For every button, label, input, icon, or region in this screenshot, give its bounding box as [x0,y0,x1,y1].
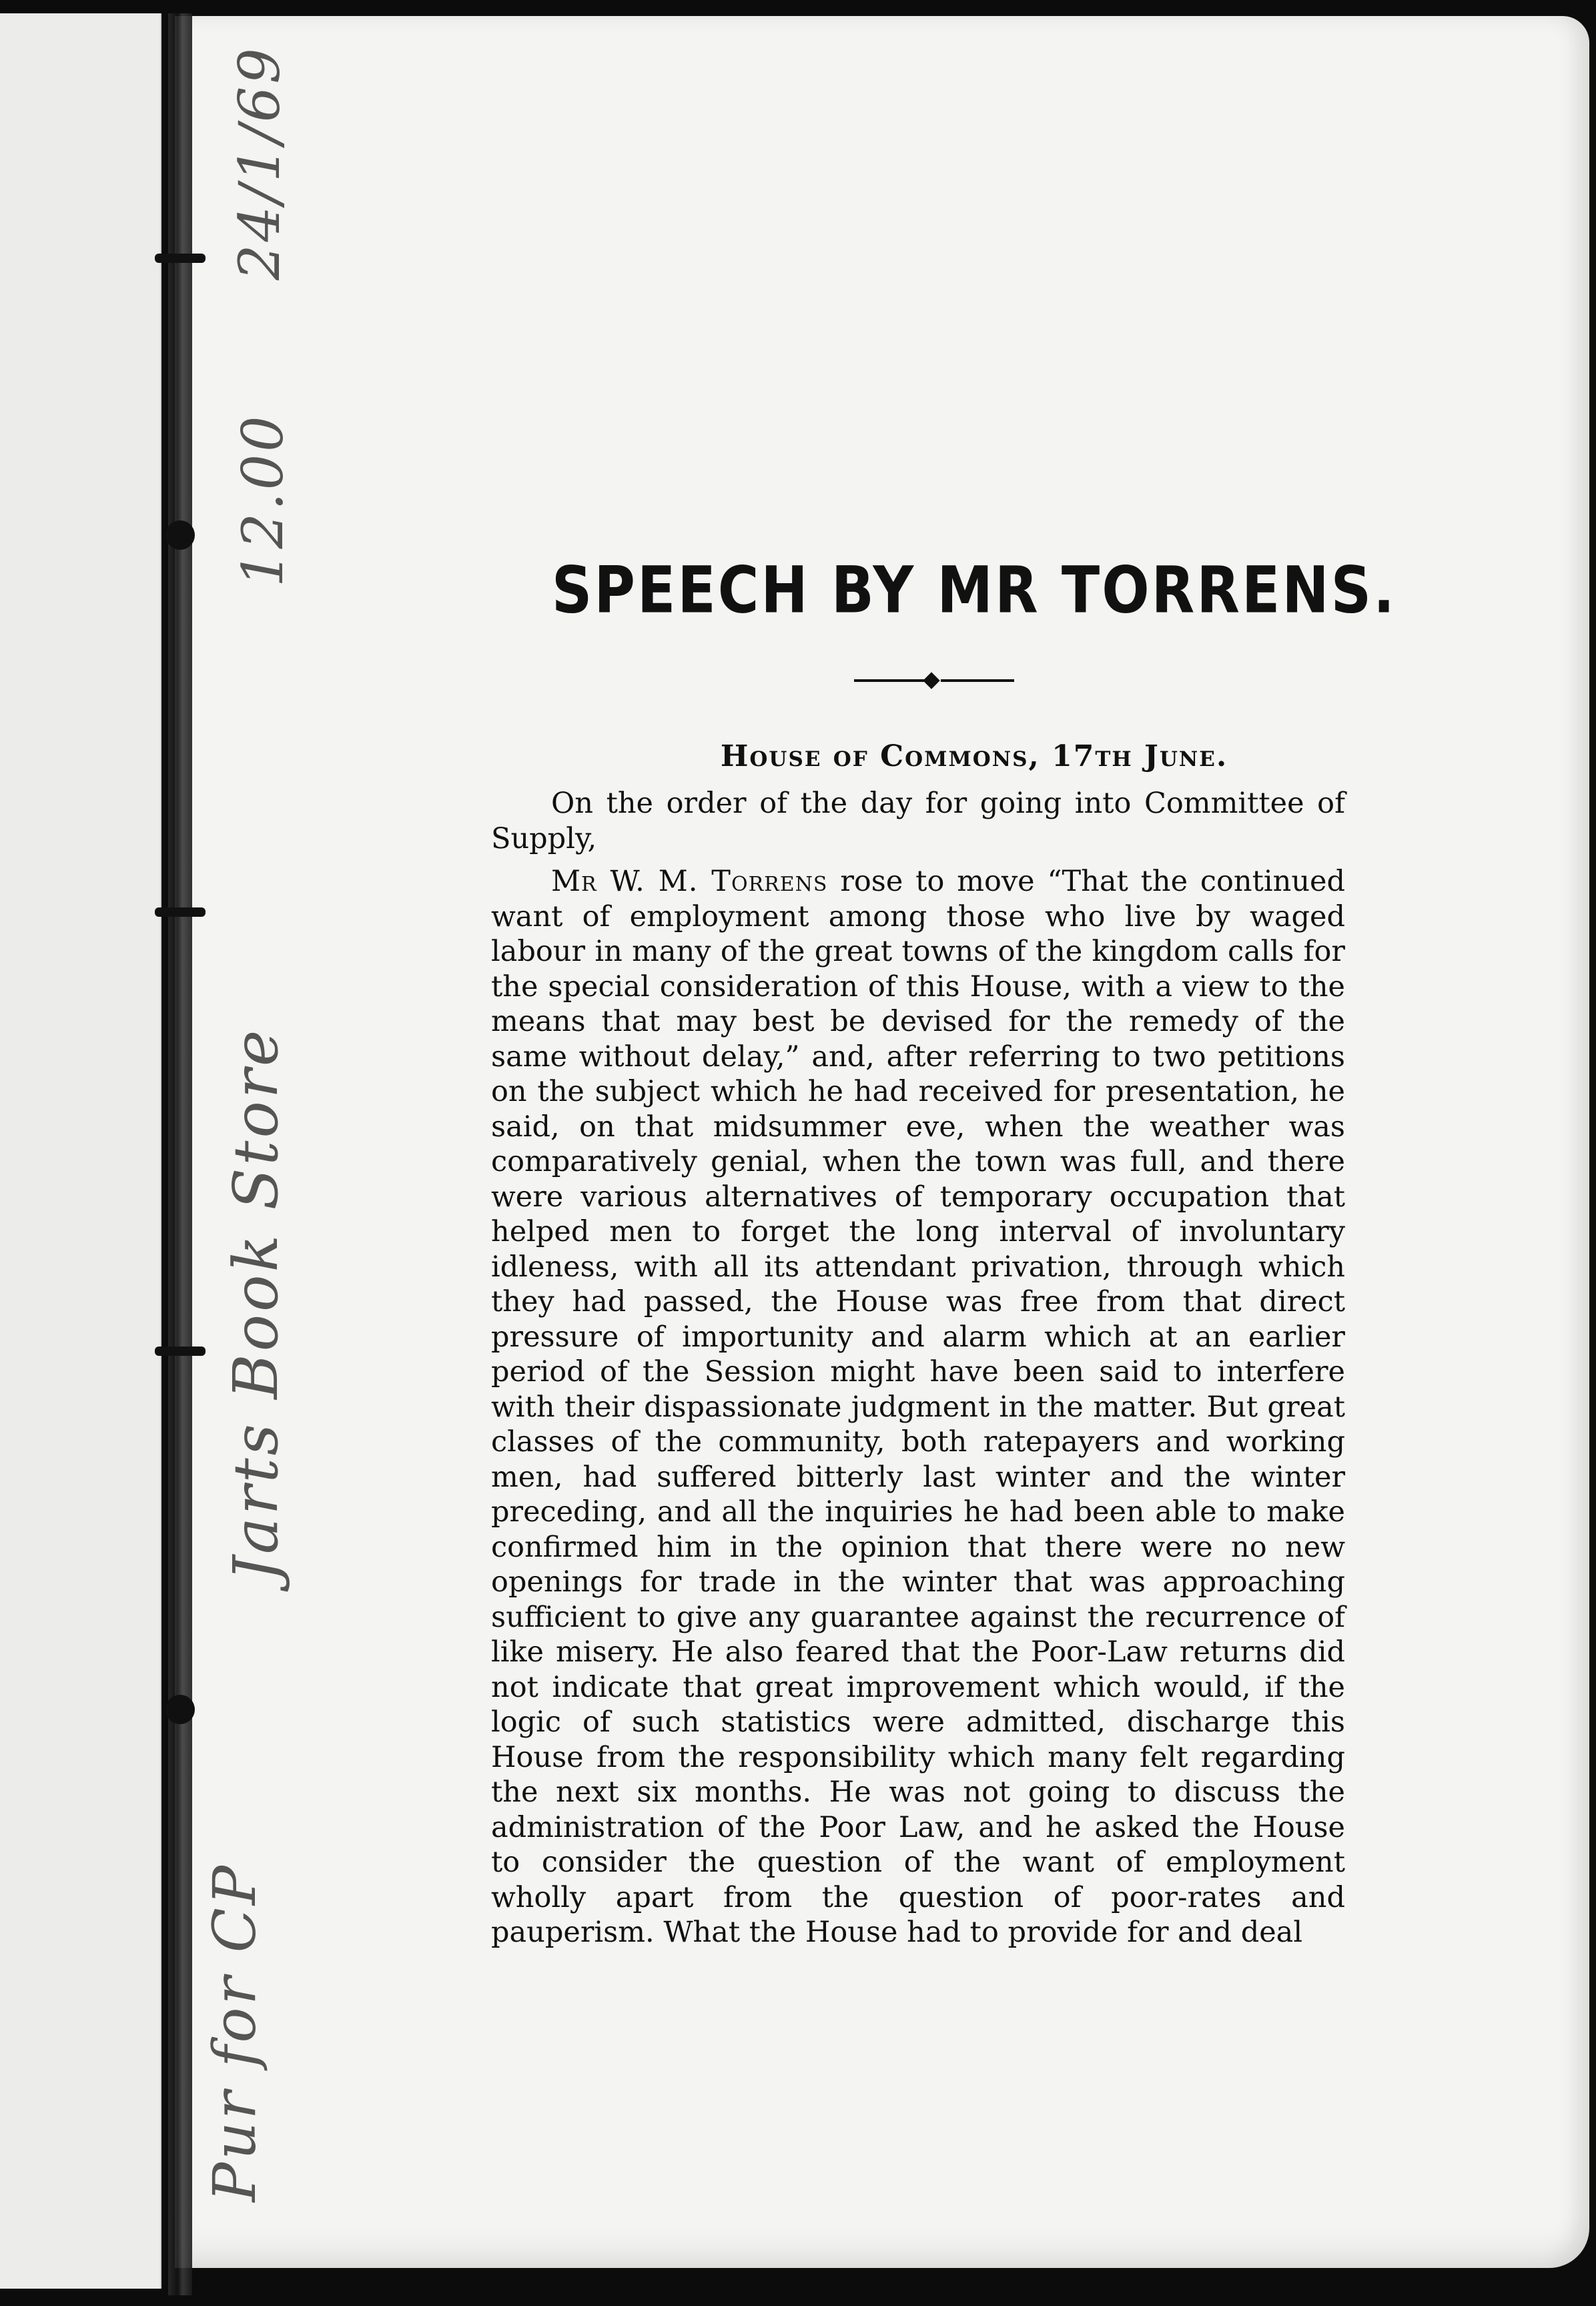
speech-body [491,786,1345,1958]
binding-stitch [155,254,206,263]
facing-page [0,13,161,2289]
binding-stitch [165,520,195,550]
binding-spine [168,13,192,2295]
handwritten-price: 12.00 [230,413,296,587]
binding-stitch [165,1695,195,1724]
ornament-rule-right [941,679,1014,682]
binding-stitch [155,1347,206,1356]
paragraph-intro: On the order of the day for going into Committee of Supply, [491,787,1345,855]
paragraph-speech [491,864,1345,1950]
venue-heading: House of Commons, 17th June. [720,739,1228,773]
binding-stitch [155,907,206,917]
handwritten-seller: Jarts Book Store [220,1027,292,1581]
handwritten-note: Pur for CP [200,1862,269,2202]
ornament-rule-left [854,679,927,682]
speech-text: rose to move “That the continued want of employment among those who live by waged labour in many of the great towns of the kingdom calls for the special consideration of this House, with a view to the means that may best be devised for the remedy of the same without delay,” and, after referring to two petitions on the subject which he had received for presentation, he said, on that midsummer eve, when the weather was comparatively genial, when the town was full, and there were various alternatives of temporary occupation that helped men to forget the long interval of involuntary idleness, with all its attendant privation, through which they had passed, the House was free from that direct pressure of importunity and alarm which at an earlier period of the Session might have been said to interfere with their dispassionate judgment in the matter. But great classes of the community, both ratepayers and working men, had suffered bitterly last winter and the winter preceding, and all the inquiries he had been able to make confirmed him in the opinion that there were no new openings for trade in the winter that was approaching sufficient to give any guarantee against the recurrence of like misery. He also feared that the Poor-Law returns did not indicate that great improvement which would, if the logic of such statistics were admitted, discharge this House from the responsibility which many felt regarding the next six months. He was not going to discuss the administration of the Poor Law, and he asked the House to consider the question of the want of employment wholly apart from the question of poor-rates and pauperism. What the House had to provide for and deal [491,865,1345,1949]
handwritten-date: 24/1/69 [227,45,292,280]
page-title: SPEECH BY MR TORRENS. [551,552,1397,628]
speaker-name: Mr W. M. Torrens [551,865,828,898]
